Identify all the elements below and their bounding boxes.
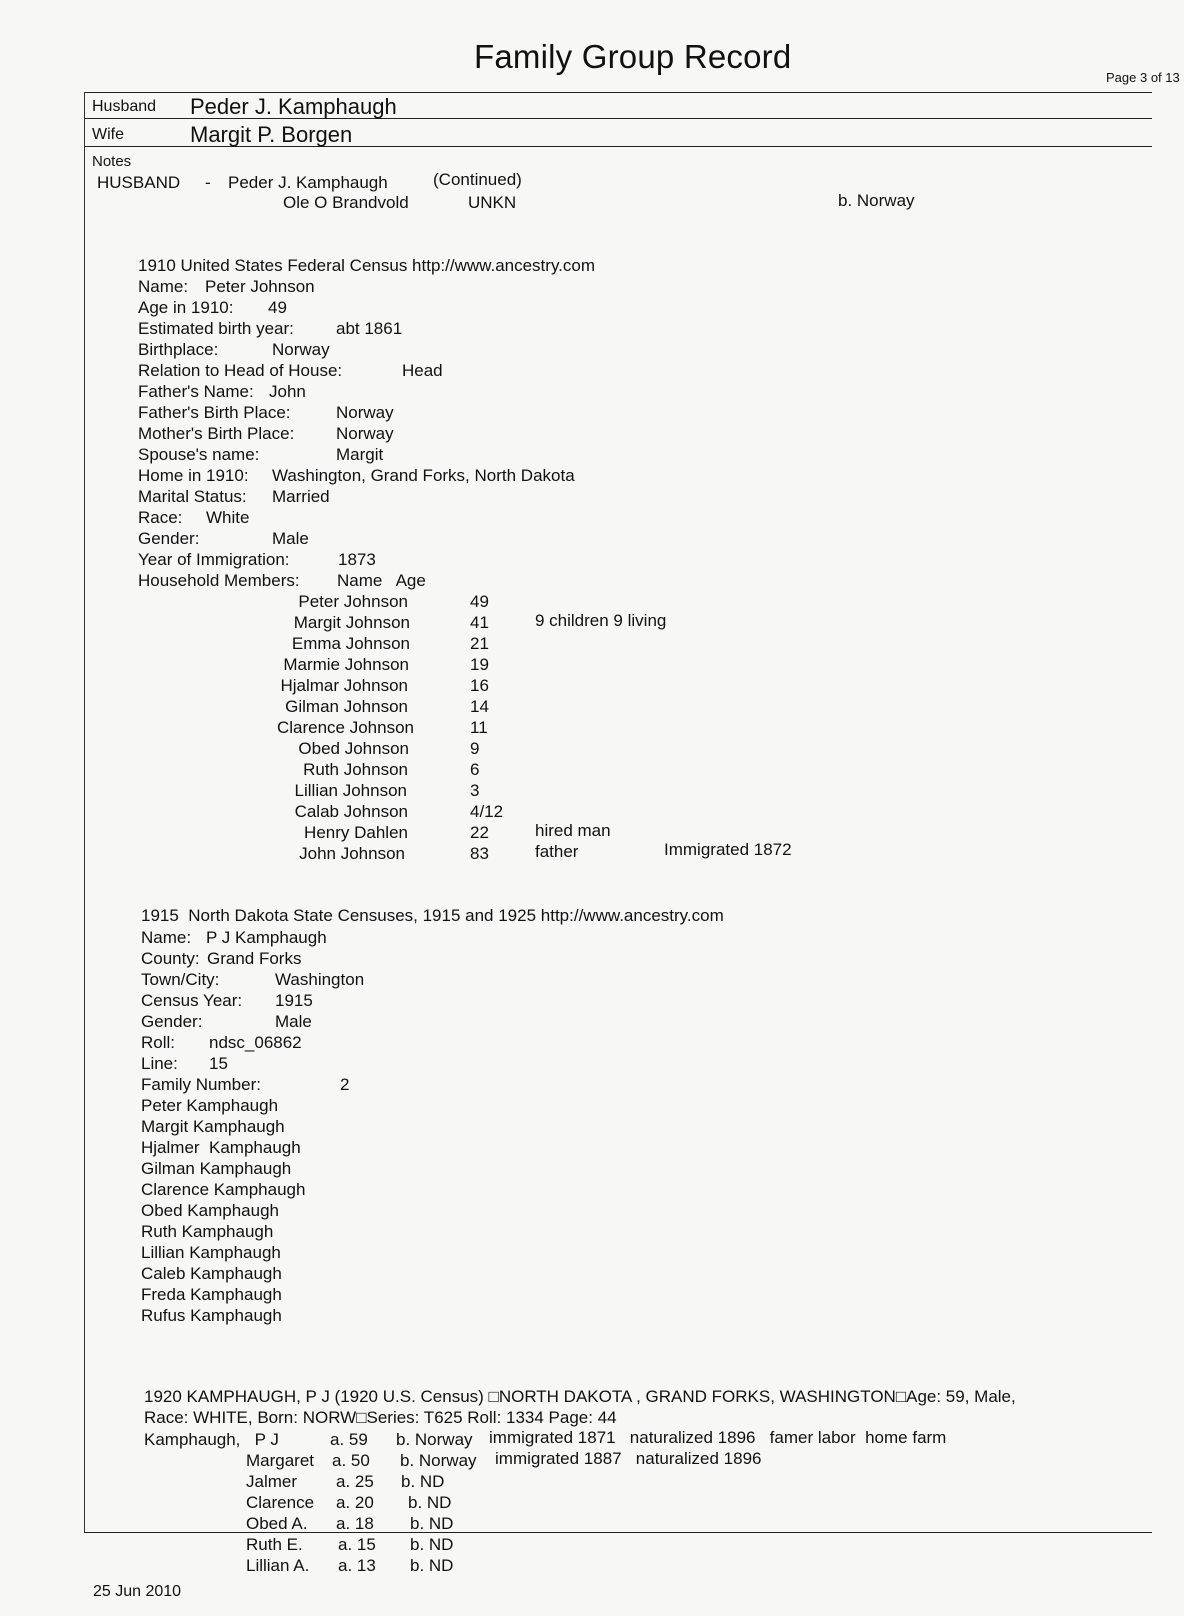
c1920-member-age: a. 13	[338, 1556, 376, 1575]
c1910-label: Spouse's name:	[138, 445, 260, 464]
c1910-value: 49	[268, 298, 287, 317]
notes-label: Notes	[92, 153, 132, 170]
c1910-label: Home in 1910:	[138, 466, 249, 485]
c1910-member-name: Clarence Johnson	[276, 718, 414, 737]
c1920-member-name: Margaret	[246, 1451, 315, 1470]
c1915-member: Clarence Kamphaugh	[141, 1180, 306, 1199]
c1915-member: Obed Kamphaugh	[141, 1201, 279, 1220]
c1920-member-age: a. 18	[336, 1514, 374, 1533]
c1910-member-age: 6	[470, 760, 480, 779]
c1915-member: Lillian Kamphaugh	[141, 1243, 281, 1262]
c1910-value: Margit	[336, 445, 384, 464]
c1915-value: ndsc_06862	[209, 1033, 302, 1052]
c1910-member-note: 9 children 9 living	[535, 611, 667, 630]
c1910-value: Norway	[336, 403, 394, 422]
husband-name: Peder J. Kamphaugh	[190, 94, 397, 119]
c1915-member: Rufus Kamphaugh	[141, 1306, 282, 1325]
c1910-member-age: 3	[470, 781, 480, 800]
c1910-value: Male	[272, 529, 309, 548]
husband-label: Husband	[92, 98, 157, 115]
census-1920-line1: 1920 KAMPHAUGH, P J (1920 U.S. Census) □NORTH DAKOTA , GRAND FORKS, WASHINGTON□Age: 59, Male,	[144, 1387, 1016, 1406]
c1915-value: Male	[275, 1012, 312, 1031]
c1920-member-born: b. ND	[408, 1493, 452, 1512]
c1920-head-info: immigrated 1871 naturalized 1896 famer labor home farm	[489, 1428, 947, 1447]
c1920-member-born: b. ND	[410, 1535, 454, 1554]
notes-husband-name: Peder J. Kamphaugh	[228, 173, 388, 192]
c1920-head-age: a. 59	[330, 1430, 368, 1449]
notes-ole-name: Ole O Brandvold	[283, 193, 409, 212]
c1920-member-name: Obed A.	[246, 1514, 308, 1533]
c1920-member-age: a. 20	[336, 1493, 374, 1512]
c1920-member-name: Jalmer	[246, 1472, 298, 1491]
c1910-member-age: 11	[470, 718, 488, 737]
c1910-member-age: 19	[470, 655, 489, 674]
c1915-value: Washington	[275, 970, 365, 989]
c1910-label: Mother's Birth Place:	[138, 424, 295, 443]
c1920-member-born: b. ND	[401, 1472, 445, 1491]
c1910-member-name: Hjalmar Johnson	[280, 676, 408, 695]
c1920-member-name: Lillian A.	[246, 1556, 310, 1575]
c1910-label: Race:	[138, 508, 183, 527]
c1915-value: 15	[209, 1054, 228, 1073]
c1910-member-name: John Johnson	[299, 844, 405, 863]
c1910-member-note: hired man	[535, 821, 611, 840]
c1910-member-name: Peter Johnson	[298, 592, 408, 611]
footer-date: 25 Jun 2010	[93, 1583, 182, 1600]
c1910-member-age: 49	[470, 592, 489, 611]
c1910-value: Norway	[336, 424, 394, 443]
c1910-member-extra: Immigrated 1872	[664, 840, 792, 859]
c1915-label: Gender:	[141, 1012, 203, 1031]
c1910-member-age: 21	[470, 634, 489, 653]
c1915-label: County:	[141, 949, 200, 968]
c1915-label: Roll:	[141, 1033, 176, 1052]
c1910-member-name: Henry Dahlen	[304, 823, 408, 842]
wife-name: Margit P. Borgen	[190, 122, 353, 147]
c1915-member: Caleb Kamphaugh	[141, 1264, 282, 1283]
c1910-label: Father's Name:	[138, 382, 254, 401]
c1910-value: abt 1861	[336, 319, 403, 338]
c1910-member-name: Emma Johnson	[291, 634, 410, 653]
c1910-value: 1873	[338, 550, 376, 569]
c1915-value: 1915	[275, 991, 313, 1010]
c1920-member-age: a. 25	[336, 1472, 374, 1491]
c1910-member-age: 9	[470, 739, 480, 758]
c1915-value: P J Kamphaugh	[206, 928, 327, 947]
frame-left	[84, 92, 85, 1532]
c1910-value: White	[206, 508, 250, 527]
c1910-member-name: Lillian Johnson	[294, 781, 407, 800]
c1910-label: Name:	[138, 277, 189, 296]
c1910-label: Birthplace:	[138, 340, 219, 359]
notes-continued: (Continued)	[433, 170, 522, 189]
c1910-value: Married	[272, 487, 330, 506]
c1920-member-born: b. Norway	[400, 1451, 477, 1470]
c1920-member-age: a. 50	[332, 1451, 370, 1470]
c1915-member: Gilman Kamphaugh	[141, 1159, 292, 1178]
c1915-member: Ruth Kamphaugh	[141, 1222, 274, 1241]
c1910-member-name: Obed Johnson	[298, 739, 409, 758]
c1910-member-name: Marmie Johnson	[283, 655, 409, 674]
c1910-label: Gender:	[138, 529, 200, 548]
c1910-label: Year of Immigration:	[138, 550, 290, 569]
rule-top	[84, 92, 1152, 93]
c1910-label: Relation to Head of House:	[138, 361, 343, 380]
c1910-label: Father's Birth Place:	[138, 403, 291, 422]
c1910-member-name: Margit Johnson	[293, 613, 410, 632]
notes-husband-label: HUSBAND	[97, 173, 181, 192]
c1910-member-age: 16	[470, 676, 489, 695]
c1915-member: Hjalmer Kamphaugh	[141, 1138, 301, 1157]
census-1910-heading: 1910 United States Federal Census http://www.ancestry.com	[138, 256, 596, 275]
c1910-member-note: father	[535, 842, 579, 861]
c1920-member-name: Ruth E.	[246, 1535, 303, 1554]
c1920-member-born: b. ND	[410, 1514, 454, 1533]
c1910-member-name: Gilman Johnson	[285, 697, 408, 716]
c1910-member-name: Ruth Johnson	[303, 760, 408, 779]
c1910-label: Estimated birth year:	[138, 319, 294, 338]
c1910-label: Age in 1910:	[138, 298, 234, 317]
c1920-head-name: Kamphaugh, P J	[144, 1430, 279, 1449]
census-1915-heading: 1915 North Dakota State Censuses, 1915 and 1925 http://www.ancestry.com	[141, 906, 724, 925]
c1915-value: 2	[340, 1075, 350, 1094]
c1920-member-age: a. 15	[338, 1535, 376, 1554]
c1910-member-age: 14	[470, 697, 489, 716]
c1920-member-info: immigrated 1887 naturalized 1896	[495, 1449, 762, 1468]
c1915-label: Census Year:	[141, 991, 243, 1010]
c1920-member-born: b. ND	[410, 1556, 454, 1575]
c1910-member-name: Calab Johnson	[294, 802, 408, 821]
c1915-label: Name:	[141, 928, 192, 947]
c1910-member-age: 83	[470, 844, 489, 863]
c1915-member: Peter Kamphaugh	[141, 1096, 279, 1115]
c1910-value: Washington, Grand Forks, North Dakota	[272, 466, 575, 485]
c1910-label: Household Members:	[138, 571, 300, 590]
census-1920-line2: Race: WHITE, Born: NORW□Series: T625 Roll: 1334 Page: 44	[144, 1408, 617, 1427]
c1915-label: Line:	[141, 1054, 178, 1073]
notes-ole-status: UNKN	[468, 193, 517, 212]
c1915-member: Margit Kamphaugh	[141, 1117, 285, 1136]
notes-ole-birth: b. Norway	[838, 191, 915, 210]
c1910-value: John	[269, 382, 306, 401]
c1910-value: Norway	[272, 340, 330, 359]
c1915-member: Freda Kamphaugh	[141, 1285, 282, 1304]
c1910-member-age: 41	[470, 613, 489, 632]
c1915-value: Grand Forks	[207, 949, 302, 968]
c1915-label: Family Number:	[141, 1075, 261, 1094]
page-title: Family Group Record	[474, 38, 792, 75]
c1920-head-born: b. Norway	[396, 1430, 473, 1449]
page-number: Page 3 of 13	[1106, 70, 1180, 85]
rule-bottom	[84, 1532, 1152, 1533]
c1910-label: Marital Status:	[138, 487, 247, 506]
wife-label: Wife	[92, 126, 124, 143]
c1910-member-age: 4/12	[470, 802, 504, 821]
c1910-value: Name Age	[337, 571, 426, 590]
c1910-member-age: 22	[470, 823, 489, 842]
c1920-member-name: Clarence	[246, 1493, 315, 1512]
notes-dash: -	[205, 173, 211, 192]
c1915-label: Town/City:	[141, 970, 220, 989]
c1910-value: Head	[402, 361, 443, 380]
c1910-value: Peter Johnson	[205, 277, 315, 296]
